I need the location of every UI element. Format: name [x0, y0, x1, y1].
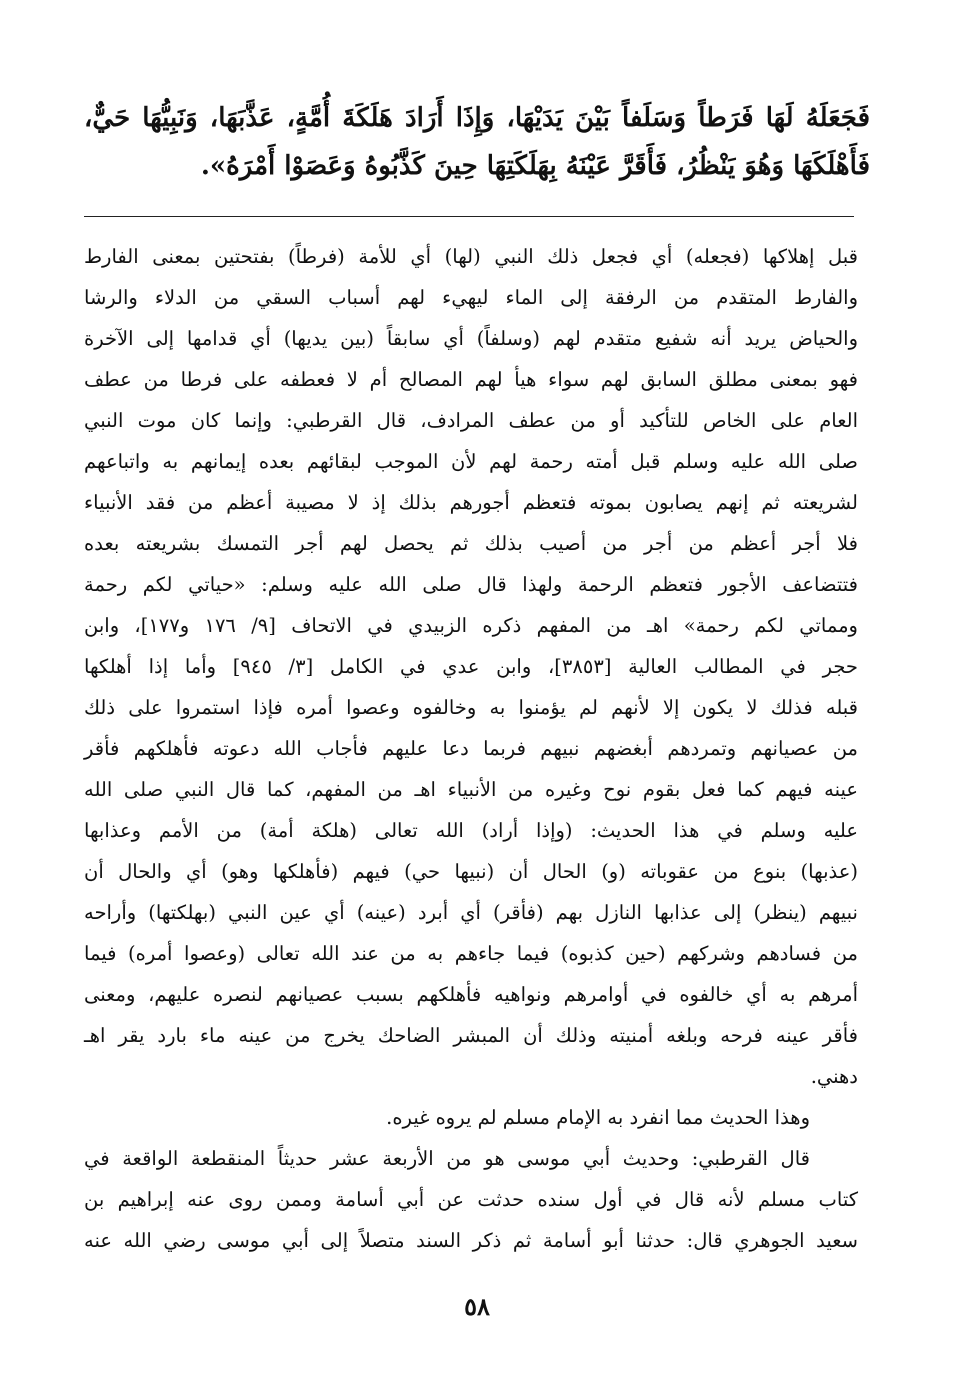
- commentary-line: أمرهم به أي خالفوه في أوامرهم ونواهيه فأهلكهم بسبب عصيانهم لنصره عليهم، ومعنى: [84, 983, 858, 1006]
- commentary-line: فتتضاعف الأجور فتعظم الرحمة ولهذا قال صلى الله عليه وسلم: «حياتي لكم رحمة: [84, 573, 858, 596]
- commentary-line: وهذا الحديث مما انفرد به الإمام مسلم لم يروه غيره.: [386, 1106, 810, 1129]
- commentary-line: فهو بمعنى مطلق السابق لهم سواء هيأ لهم المصالح أم لا فعطفه على فرطا من عطف: [84, 368, 858, 391]
- separator-rule: [84, 216, 854, 217]
- commentary-line: من فسادهم وشركهم (حين كذبوه) فيما جاءهم به من عند الله تعالى (وعصوا أمره) فيما: [84, 942, 858, 965]
- commentary-line: عليه وسلم في هذا الحديث: (وإذا أراد) الله تعالى (هلكة أمة) من الأمم وعذابها: [84, 819, 858, 842]
- commentary-line: فلا أجر أعظم من أجر من أصيب بذلك ثم يحصل لهم أجر التمسك بشريعته بعده: [84, 532, 858, 555]
- commentary-line: سعيد الجوهري قال: حدثنا أبو أسامة ثم ذكر السند متصلاً إلى أبي موسى رضي الله عنه: [84, 1229, 858, 1252]
- commentary-line: العام على الخاص للتأكيد أو من عطف المرادف، قال القرطبي: وإنما كان موت النبي: [84, 409, 858, 432]
- commentary-line: والفارط المتقدم من الرفقة إلى الماء ليهيء لهم أسباب السقي من الدلاء والرشا: [84, 286, 858, 309]
- commentary-line: قبله فذلك لا يكون إلا لأنهم لم يؤمنوا به وخالفوه وعصوا أمره فإذا استمروا على ذلك: [84, 696, 858, 719]
- commentary-line: قبل إهلاكها (فجعله) أي فجعل ذلك النبي (لها) أي للأمة (فرطاً) بفتحتين بمعنى الفارط: [84, 245, 858, 268]
- commentary-line: دهني.: [810, 1065, 858, 1088]
- hadith-line: فَجَعَلَهُ لَهَا فَرَطاً وَسَلَفاً بَيْنَ يَدَيْهَا، وَإِذَا أَرَادَ هَلَكَةَ أُمَّةٍ، عَذَّبَهَا، وَنَبِيُّهَا حَيٌّ،: [84, 103, 870, 133]
- commentary-line: والحياض يريد أنه شفيع متقدم لهم (وسلفاً) أي سابقاً (بين يديها) أي قدامها إلى الآخرة: [84, 327, 858, 350]
- page-number: ٥٨: [464, 1292, 490, 1321]
- commentary-line: من عصيانهم وتمردهم أبغضهم نبيهم فربما دعا عليهم فأجاب الله دعوته فأهلكهم فأقر: [84, 737, 858, 760]
- hadith-line: فَأَهْلَكَهَا وَهُوَ يَنْظُرُ، فَأَقَرَّ عَيْنَهُ بِهَلَكَتِهَا حِينَ كَذَّبُوهُ وَعَصَوْا أَمْرَهُ».: [200, 151, 870, 181]
- hadith-text: [84, 94, 870, 190]
- commentary-line: قال القرطبي: وحديث أبي موسى هو من الأربعة عشر حديثاً المنقطعة الواقعة في: [84, 1147, 810, 1170]
- commentary-text: [84, 236, 858, 1261]
- commentary-line: صلى الله عليه وسلم قبل أمته رحمة لهم لأن الموجب لبقائهم بعده إيمانهم به واتباعهم: [84, 450, 858, 473]
- commentary-line: فأقر عينه فرحه وبلغه أمنيته وذلك أن المبشر الضاحك يخرج من عينه ماء بارد يقر اهـ: [84, 1024, 858, 1047]
- commentary-line: حجر في المطالب العالية [٣٨٥٣]، وابن عدي في الكامل [٣/ ٩٤٥] وأما إذا أهلكها: [84, 655, 858, 678]
- commentary-line: نبيهم (ينظر) إلى عذابها النازل بهم (فأقر) أي أبرد (عينه) أي عين النبي (بهلكتها) وأراحه: [84, 901, 858, 924]
- commentary-line: عينه فيهم كما فعل بقوم نوح وغيره من الأنبياء اهـ من المفهم، كما قال النبي صلى الله: [84, 778, 858, 801]
- commentary-line: لشريعته ثم إنهم يصابون بموته فتعظم أجورهم بذلك إذ لا مصيبة أعظم من فقد الأنبياء: [84, 491, 858, 514]
- commentary-line: كتاب مسلم لأنه قال في أول سنده حدثت عن أبي أسامة وممن روى عنه إبراهيم بن: [84, 1188, 858, 1211]
- commentary-line: (عذبها) بنوع من عقوباته (و) الحال أن (نبيها حي) فيهم (فأهلكها وهو) أي والحال أن: [84, 860, 858, 883]
- commentary-line: ومماتي لكم رحمة» اهـ من المفهم ذكره الزبيدي في الاتحاف [٩/ ١٧٦ و١٧٧]، وابن: [84, 614, 858, 637]
